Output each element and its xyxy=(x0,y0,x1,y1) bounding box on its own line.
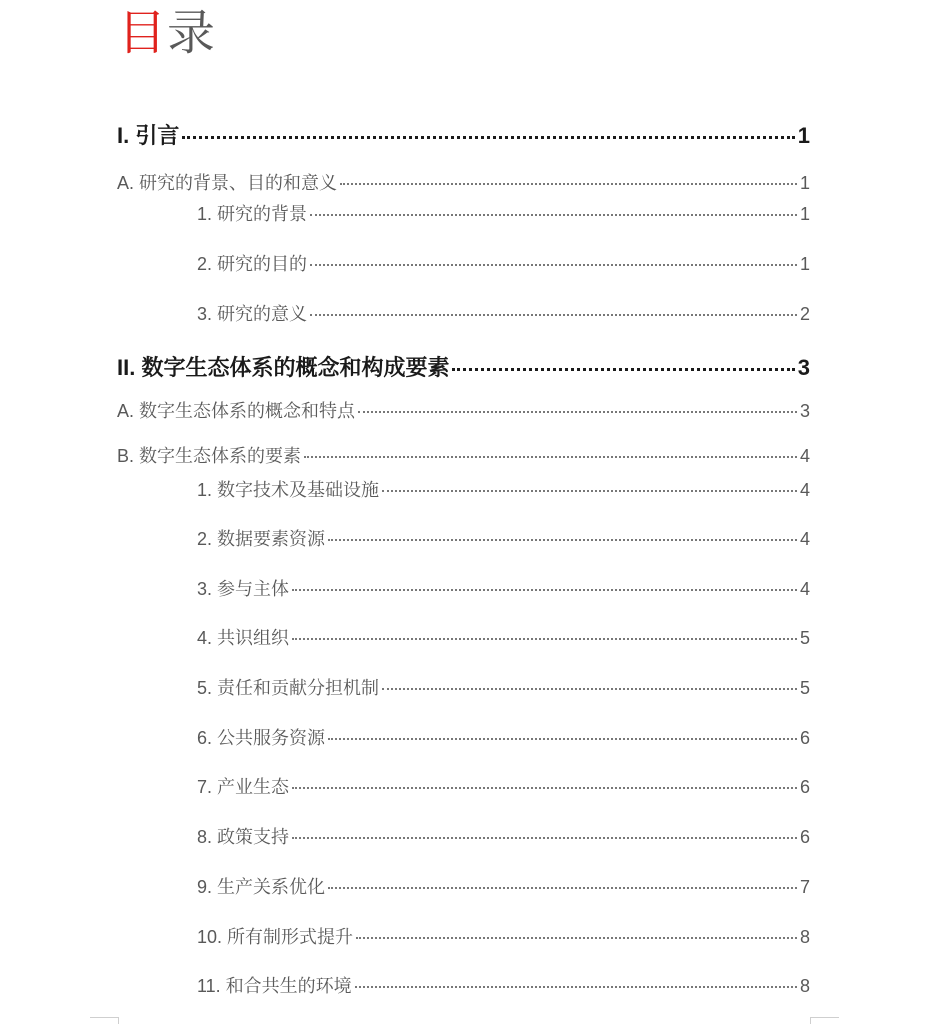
toc-entry-level-3[interactable] xyxy=(197,923,810,949)
toc-page-number: 3 xyxy=(799,401,810,421)
toc-entry-level-3[interactable] xyxy=(197,250,810,276)
toc-page-number: 4 xyxy=(799,446,810,466)
toc-dot-leader xyxy=(292,589,797,591)
toc-entry-label: A. 研究的背景、目的和意义 xyxy=(117,173,338,193)
toc-dot-leader xyxy=(328,738,797,740)
toc-entry-level-3[interactable] xyxy=(197,773,810,799)
toc-entry-label: I. 引言 xyxy=(117,123,180,148)
toc-page-number: 1 xyxy=(799,254,810,274)
toc-entry-level-3[interactable] xyxy=(197,476,810,502)
toc-page-number: 8 xyxy=(799,927,810,947)
toc-dot-leader xyxy=(356,937,797,939)
toc-page-number: 8 xyxy=(799,976,810,996)
toc-entry-label: 6. 公共服务资源 xyxy=(197,728,326,748)
toc-dot-leader xyxy=(358,411,797,413)
toc-dot-leader xyxy=(292,837,797,839)
page-corner-mark-right xyxy=(810,1017,839,1024)
toc-page-number: 6 xyxy=(799,827,810,847)
toc-entry-level-3[interactable] xyxy=(197,525,810,551)
toc-page-number: 1 xyxy=(799,204,810,224)
toc-entry-label: 2. 数据要素资源 xyxy=(197,529,326,549)
toc-entry-label: 4. 共识组织 xyxy=(197,628,290,648)
toc-entry-label: II. 数字生态体系的概念和构成要素 xyxy=(117,355,450,380)
toc-dot-leader xyxy=(355,986,797,988)
toc-dot-leader xyxy=(452,368,794,371)
toc-entry-level-3[interactable] xyxy=(197,624,810,650)
toc-page-number: 5 xyxy=(799,678,810,698)
toc-dot-leader xyxy=(304,456,797,458)
toc-dot-leader xyxy=(340,183,797,185)
toc-entry-level-3[interactable] xyxy=(197,674,810,700)
toc-dot-leader xyxy=(328,887,797,889)
toc-page-number: 4 xyxy=(799,529,810,549)
toc-entry-label: 3. 参与主体 xyxy=(197,579,290,599)
toc-entry-level-3[interactable] xyxy=(197,200,810,226)
toc-entry-label: 1. 研究的背景 xyxy=(197,204,308,224)
toc-entry-label: B. 数字生态体系的要素 xyxy=(117,446,302,466)
toc-entry-level-1[interactable] xyxy=(117,119,810,150)
toc-page-number: 6 xyxy=(799,777,810,797)
toc-entry-level-3[interactable] xyxy=(197,873,810,899)
toc-dot-leader xyxy=(310,214,797,216)
toc-page-number: 2 xyxy=(799,304,810,324)
toc-dot-leader xyxy=(382,688,797,690)
toc-dot-leader xyxy=(310,314,797,316)
toc-entry-level-2[interactable] xyxy=(117,397,810,423)
toc-entry-label: 9. 生产关系优化 xyxy=(197,877,326,897)
toc-entry-level-3[interactable] xyxy=(197,823,810,849)
toc-page-number: 1 xyxy=(797,123,810,148)
toc-entry-label: 11. 和合共生的环境 xyxy=(197,976,352,996)
toc-page-number: 5 xyxy=(799,628,810,648)
toc-page-number: 6 xyxy=(799,728,810,748)
toc-dot-leader xyxy=(328,539,797,541)
toc-entry-label: 1. 数字技术及基础设施 xyxy=(197,480,380,500)
page-title-first-char: 目 xyxy=(118,7,168,60)
toc-dot-leader xyxy=(182,136,794,139)
toc-entry-label: 2. 研究的目的 xyxy=(197,254,308,274)
toc-entry-level-3[interactable] xyxy=(197,300,810,326)
toc-page-number: 3 xyxy=(797,355,810,380)
toc-dot-leader xyxy=(382,490,797,492)
toc-entry-label: A. 数字生态体系的概念和特点 xyxy=(117,401,356,421)
toc-entry-label: 10. 所有制形式提升 xyxy=(197,927,354,947)
toc-entry-label: 8. 政策支持 xyxy=(197,827,290,847)
toc-dot-leader xyxy=(292,638,797,640)
toc-entry-level-2[interactable] xyxy=(117,442,810,468)
page-title-rest: 录 xyxy=(167,7,217,60)
toc-entry-label: 5. 责任和贡献分担机制 xyxy=(197,678,380,698)
toc-entry-level-3[interactable] xyxy=(197,724,810,750)
toc-entry-level-3[interactable] xyxy=(197,972,810,998)
toc-entry-label: 7. 产业生态 xyxy=(197,777,290,797)
toc-dot-leader xyxy=(292,787,797,789)
toc-page-number: 4 xyxy=(799,579,810,599)
toc-entry-level-3[interactable] xyxy=(197,575,810,601)
toc-entry-level-2[interactable] xyxy=(117,169,810,195)
toc-entry-label: 3. 研究的意义 xyxy=(197,304,308,324)
toc-page-number: 4 xyxy=(799,480,810,500)
toc-page-number: 7 xyxy=(799,877,810,897)
toc-page-number: 1 xyxy=(799,173,810,193)
toc-dot-leader xyxy=(310,264,797,266)
toc-entry-level-1[interactable] xyxy=(117,351,810,382)
page-corner-mark-left xyxy=(90,1017,119,1024)
